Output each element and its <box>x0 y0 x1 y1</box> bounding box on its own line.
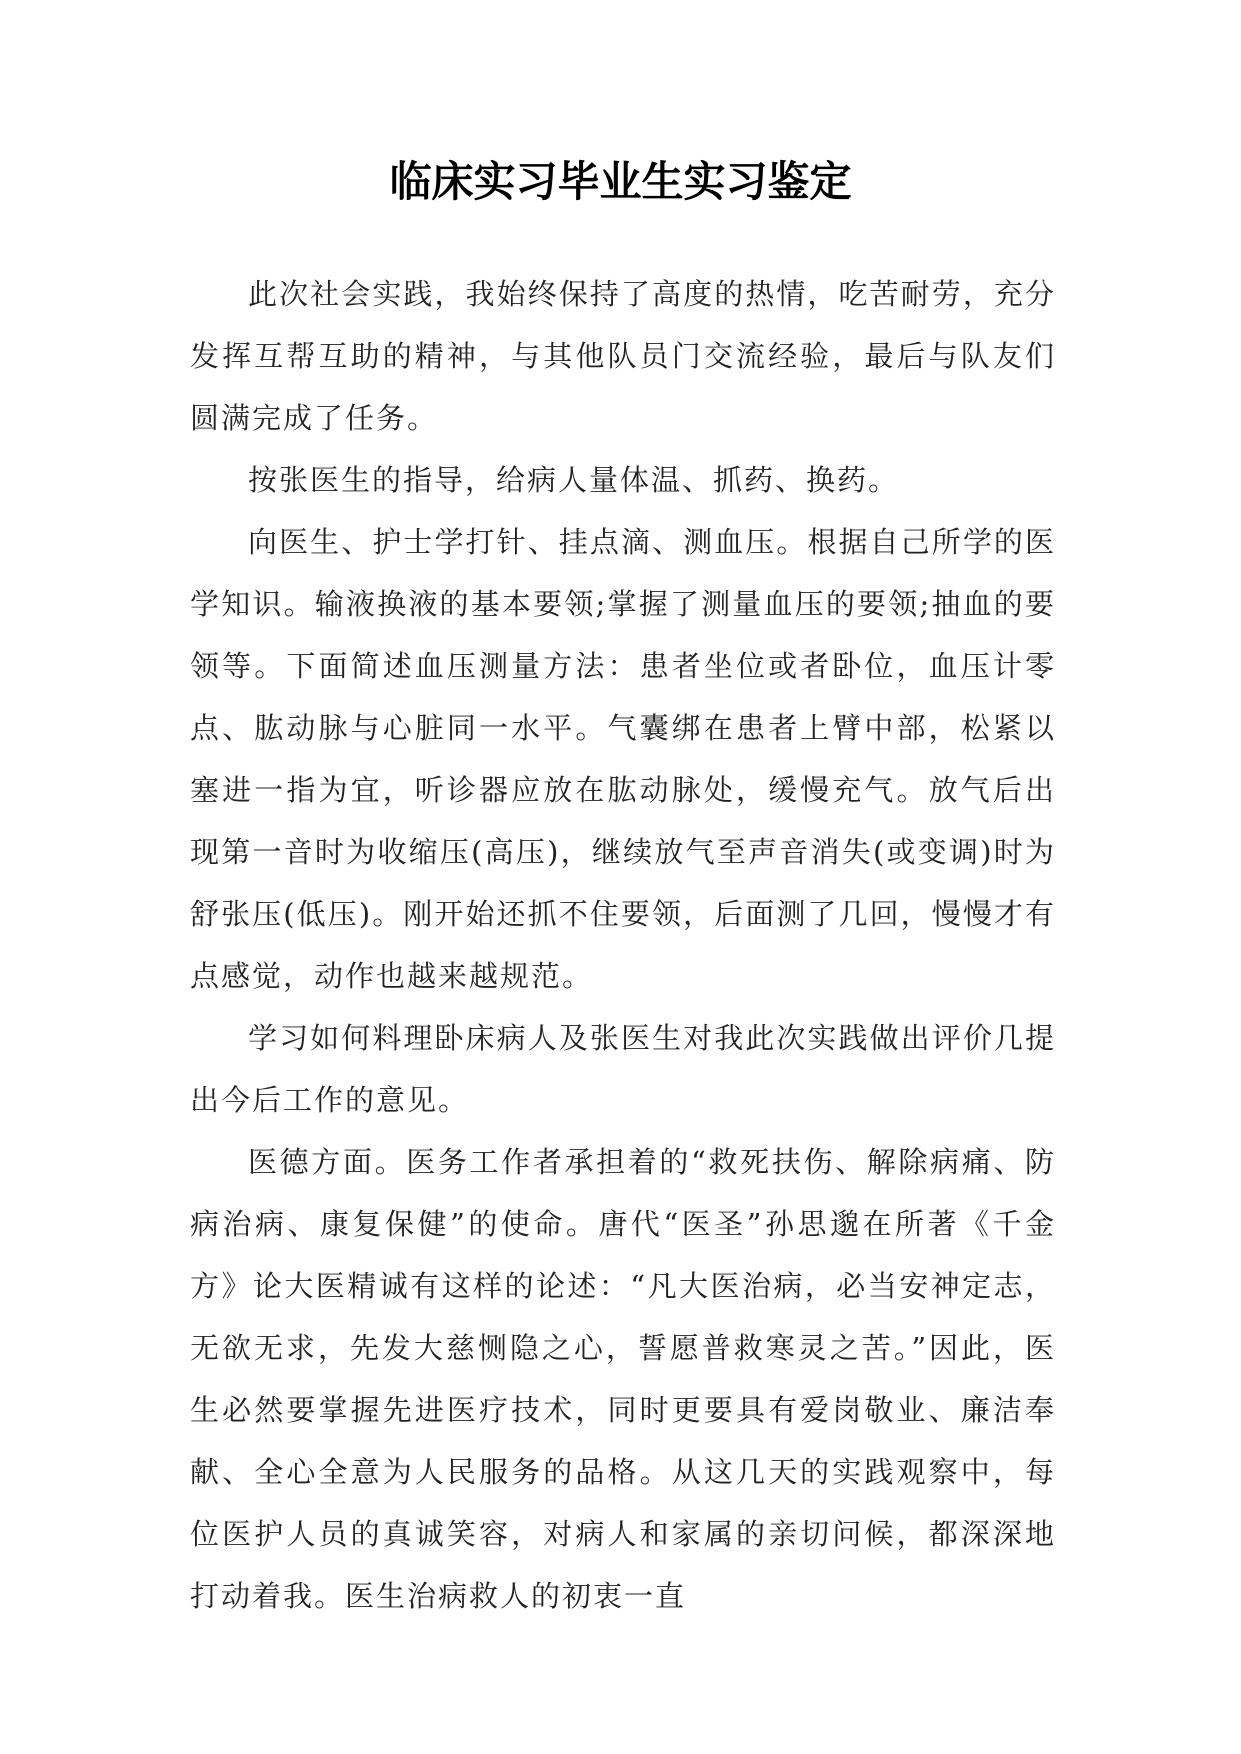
paragraph-4: 学习如何料理卧床病人及张医生对我此次实践做出评价几提出今后工作的意见。 <box>190 1021 1056 1117</box>
paragraph-2: 按张医生的指导，给病人量体温、抓药、换药。 <box>248 463 900 497</box>
paragraph-1: 此次社会实践，我始终保持了高度的热情，吃苦耐劳，充分发挥互帮互助的精神，与其他队员门交流经验，最后与队友们圆满完成了任务。 <box>190 277 1056 435</box>
paragraph-3: 向医生、护士学打针、挂点滴、测血压。根据自己所学的医学知识。输液换液的基本要领;掌握了测量血压的要领;抽血的要领等。下面简述血压测量方法：患者坐位或者卧位，血压计零点、肱动脉与心脏同一水平。气囊绑在患者上臂中部，松紧以塞进一指为宜，听诊器应放在肱动脉处，缓慢充气。放气后出现第一音时为收缩压(高压)，继续放气至声音消失(或变调)时为舒张压(低压)。刚开始还抓不住要领，后面测了几回，慢慢才有点感觉，动作也越来越规范。 <box>190 525 1056 993</box>
document-body <box>190 263 1056 1627</box>
paragraph-5: 医德方面。医务工作者承担着的“救死扶伤、解除病痛、防病治病、康复保健”的使命。唐代“医圣”孙思邈在所著《千金方》论大医精诚有这样的论述：“凡大医治病，必当安神定志，无欲无求，先发大慈恻隐之心，誓愿普救寒灵之苦。”因此，医生必然要掌握先进医疗技术，同时更要具有爱岗敬业、廉洁奉献、全心全意为人民服务的品格。从这几天的实践观察中，每位医护人员的真诚笑容，对病人和家属的亲切问候，都深深地打动着我。医生治病救人的初衷一直 <box>190 1145 1056 1613</box>
document-title: 临床实习毕业生实习鉴定 <box>389 157 852 206</box>
